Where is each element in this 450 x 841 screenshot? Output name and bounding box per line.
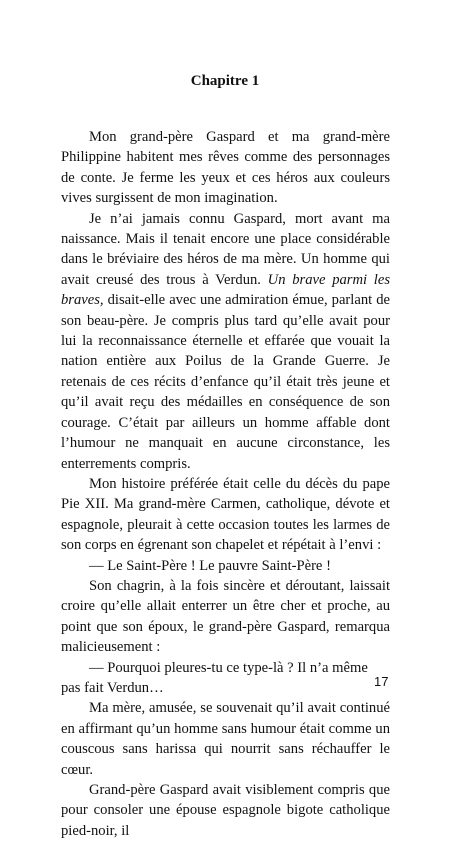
chapter-title: Chapitre 1 [190,73,260,89]
chapter-body [61,127,390,841]
dialogue-line: — Pourquoi pleures-tu ce type-là ? Il n’a même pas fait Verdun… [61,659,368,696]
paragraph: Ma mère, amusée, se souvenait qu’il avait continué en affirmant qu’un homme sans humour était comme un couscous sans harissa qui nourrit sans réchauffer le cœur. [61,700,390,778]
italic-quote: Un brave parmi les braves, [61,271,391,309]
paragraph: Je n’ai jamais connu Gaspard, mort avant ma naissance. Mais il tenait encore une place considérable dans le bréviaire des héros de ma mère. Un homme qui avait creusé des trous à Verdun. Un brave parmi les braves, disait-elle avec une admiration émue, parlant de son beau-père. Je compris plus tard qu’elle avait pour lui la reconnaissance éternelle et effarée que vouait la nation entière aux Poilus de la Grande Guerre. Je retenais de ces récits d’enfance qu’il était très jeune et qu’il avait reçu des médailles en conséquence de son courage. C’était par ailleurs un homme affable dont l’humour ne manquait en aucune circonstance, les enterrements compris. [61,210,391,472]
paragraph: Mon grand-père Gaspard et ma grand-mère Philippine habitent mes rêves comme des personnages de conte. Je ferme les yeux et ces héros aux couleurs vives surgissent de mon imagination. [61,129,390,207]
dialogue-line: — Le Saint-Père ! Le pauvre Saint-Père ! [89,557,331,574]
page-number: 17 [374,674,389,689]
paragraph: Grand-père Gaspard avait visiblement compris que pour consoler une épouse espagnole bigote catholique pied-noir, il [61,782,390,839]
paragraph: Mon histoire préférée était celle du décès du pape Pie XII. Ma grand-mère Carmen, catholique, dévote et espagnole, pleurait à cette occasion toutes les larmes de son corps en égrenant son chapelet et répétait à l’envi : [61,475,390,554]
roman-numeral: XII [84,496,106,513]
paragraph: Son chagrin, à la fois sincère et déroutant, laissait croire qu’elle allait enterrer un être cher et proche, au point que son époux, le grand-père Gaspard, remarqua malicieusement : [61,577,390,656]
